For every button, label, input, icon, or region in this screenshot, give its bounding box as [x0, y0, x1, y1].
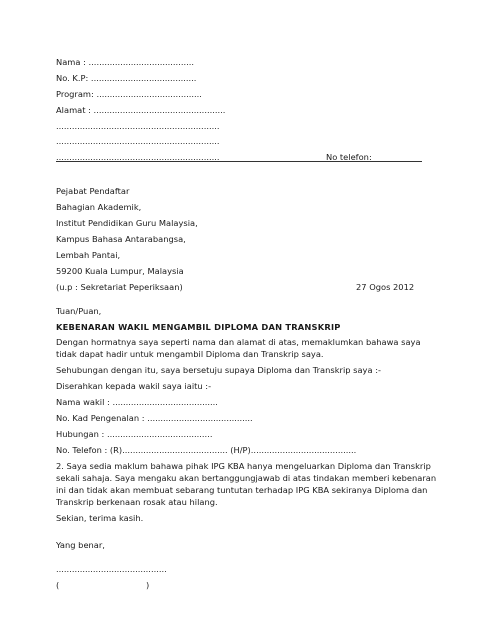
sender-alamat-line: .............................................................. [56, 121, 220, 131]
sender-alamat-line: .............................................................. [56, 152, 220, 162]
body-paragraph-line: sekali sahaja. Saya mengaku akan bertanggungjawab di atas tindakan memberi kebenaran [56, 473, 437, 483]
body-paragraph-line: tidak dapat hadir untuk mengambil Diploma dan Transkrip saya. [56, 349, 324, 359]
sender-program: Program: ........................................ [56, 89, 202, 99]
body-paragraph-line: Dengan hormatnya saya seperti nama dan alamat di atas, memaklumkan bahawa saya [56, 337, 421, 347]
signature-line: .......................................... [56, 564, 167, 574]
sender-alamat: Alamat : .................................................. [56, 105, 226, 115]
recipient-line: Bahagian Akademik, [56, 202, 142, 212]
recipient-line: 59200 Kuala Lumpur, Malaysia [56, 266, 184, 276]
letter-subject: KEBENARAN WAKIL MENGAMBIL DIPLOMA DAN TRANSKRIP [56, 322, 341, 332]
yang-benar: Yang benar, [56, 540, 105, 550]
name-bracket-close: ) [146, 580, 150, 590]
body-paragraph-line: Transkrip berkenaan rosak atau hilang. [56, 497, 218, 507]
salutation: Tuan/Puan, [56, 306, 102, 316]
name-bracket-open: ( [56, 580, 60, 590]
sender-no-telefon: No telefon: [326, 152, 372, 162]
sender-nama: Nama : ........................................ [56, 57, 195, 67]
sender-nokp: No. K.P: ........................................ [56, 73, 197, 83]
divider-rule [56, 161, 422, 162]
recipient-line: Pejabat Pendaftar [56, 186, 130, 196]
wakil-telefon: No. Telefon : (R)........................................ (H/P)........................................ [56, 445, 357, 455]
body-paragraph-line: ini dan tidak akan membuat sebarang tuntutan terhadap IPG KBA sekiranya Diploma dan [56, 485, 428, 495]
letter-date: 27 Ogos 2012 [356, 282, 415, 292]
recipient-line: Kampus Bahasa Antarabangsa, [56, 234, 186, 244]
sender-alamat-line: .............................................................. [56, 136, 220, 146]
wakil-hubungan: Hubungan : ........................................ [56, 429, 213, 439]
body-paragraph-line: 2. Saya sedia maklum bahawa pihak IPG KBA hanya mengeluarkan Diploma dan Transkrip [56, 461, 431, 471]
wakil-kad-pengenalan: No. Kad Pengenalan : ........................................ [56, 413, 253, 423]
closing-remark: Sekian, terima kasih. [56, 513, 144, 523]
body-paragraph: Diserahkan kepada wakil saya iaitu :- [56, 381, 212, 391]
wakil-nama: Nama wakil : ........................................ [56, 397, 218, 407]
recipient-line: (u.p : Sekretariat Peperiksaan) [56, 282, 183, 292]
recipient-line: Institut Pendidikan Guru Malaysia, [56, 218, 198, 228]
recipient-line: Lembah Pantai, [56, 250, 121, 260]
body-paragraph: Sehubungan dengan itu, saya bersetuju supaya Diploma dan Transkrip saya :- [56, 365, 381, 375]
